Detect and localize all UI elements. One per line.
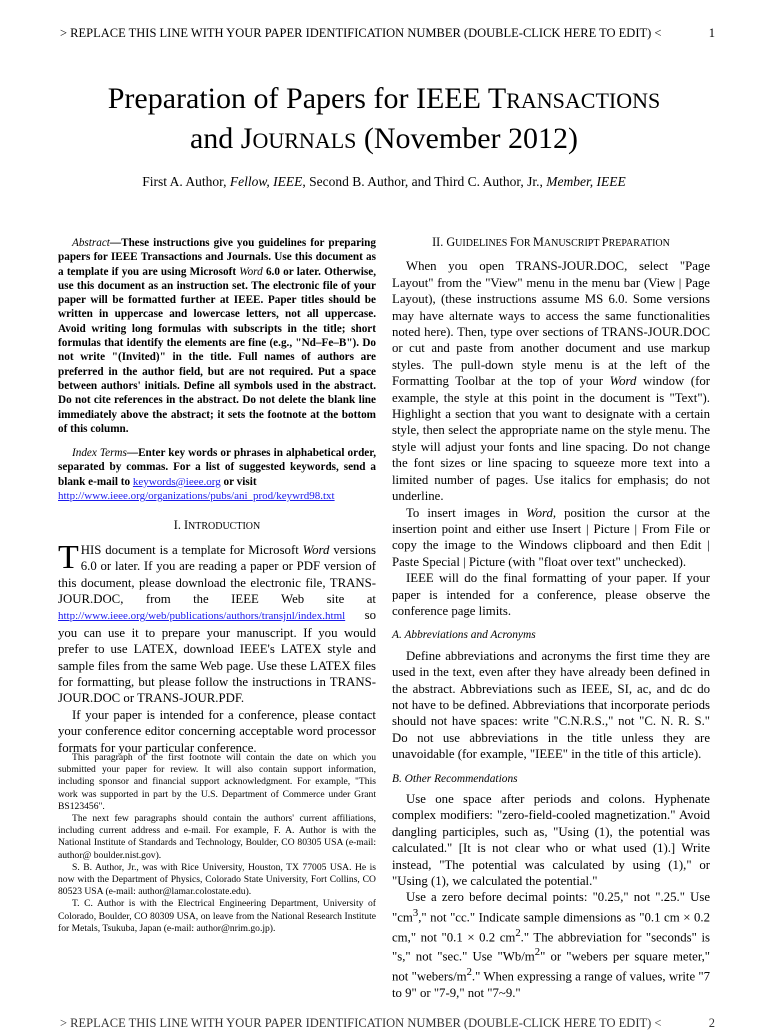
intro-paragraph-1 (58, 538, 376, 707)
g-r4: REPARATION (608, 238, 670, 249)
right-column (392, 234, 710, 1001)
author-3-grade: Member, IEEE (546, 174, 626, 189)
title-line2-c: (November 2012) (356, 122, 578, 155)
g-f1: G (446, 235, 456, 249)
intro-p1-c: so you can use it to prepare your manuscript. If you would prefer to use LATEX, download IEEE's LATEX style and sample files from the same Web page. Use these LATEX files for formatting, but please follow the instructions in TRANS-JOUR.DOC or TRANS-JOUR.PDF. (58, 608, 376, 706)
g-r1: UIDELINES (455, 238, 510, 249)
footnote-3: S. B. Author, Jr., was with Rice University, Houston, TX 77005 USA. He is now with the Department of Physics, Colorado State University, Fort Collins, CO 80523 USA (e-mail: author@lamar.colostate.edu). (58, 861, 376, 898)
drop-cap: T (58, 538, 79, 576)
other-p2-b: ," not "cc." Indicate sample dimensions as "0.1 cm × 0.2 cm," not "0.1 × 0.2 cm (392, 910, 710, 944)
running-header (60, 26, 715, 41)
guidelines-paragraph-1 (392, 258, 710, 504)
section-heading-guidelines (392, 234, 710, 252)
title-line1-a: Preparation of Papers for IEEE T (107, 82, 507, 115)
author-1: First A. Author, (142, 174, 230, 189)
author-1-grade: Fellow, IEEE (229, 174, 303, 189)
subsection-heading-other: B. Other Recommendations (392, 772, 518, 785)
author-2-3: , Second B. Author, and Third C. Author, Jr., (302, 174, 547, 189)
guidelines-num: II. (432, 235, 447, 249)
title-line2-b: OURNALS (252, 128, 357, 153)
index-terms (58, 446, 376, 503)
left-column (58, 236, 376, 756)
footnote-4: T. C. Author is with the Electrical Engineering Department, University of Colorado, Boulder, CO 80309 USA, on leave from the National Research Institute for Metals, Tsukuba, Japan (e-mail: author@nrim.go.jp). (58, 898, 376, 934)
title-line2-a: and J (189, 122, 253, 155)
footnote-1: This paragraph of the first footnote will contain the date on which you submitted your paper for review. It will also contain support information, including sponsor and financial support acknowledgment. For example, "This work was supported in part by the U.S. Department of Commerce under Grant BS123456". (58, 752, 376, 812)
other-paragraph-1: Use one space after periods and colons. Hyphenate complex modifiers: "zero-field-cooled magnetization." Avoid dangling participles, such as, "Using (1), the potential was calculated." [It is not clear who or what used (1).] Write instead, "The potential was calculated by using (1)," or "Using (1), we calculated the potential." (392, 792, 710, 889)
intro-p1-a: HIS document is a template for Microsoft (80, 542, 303, 557)
guidelines-p1-word: Word (609, 374, 637, 389)
g-f3: M (533, 235, 544, 249)
sup-2b: 2 (534, 947, 541, 959)
next-page-number: 2 (708, 1016, 715, 1030)
guidelines-paragraph-2 (392, 505, 710, 571)
footnote-2: The next few paragraphs should contain the authors' current affiliations, including current address and e-mail. For example, F. A. Author is with the National Institute of Standards and Technology, Boulder, CO 80305 USA (e-mail: author@ boulder.nist.gov). (58, 813, 376, 861)
paper-title (40, 80, 728, 160)
g-f2: F (509, 235, 517, 249)
sup-3: 3 (412, 907, 419, 919)
guidelines-paragraph-3: IEEE will do the final formatting of your paper. If your paper is intended for a conference, please observe the conference page limits. (392, 571, 710, 618)
other-p2-c: ." The abbreviation for "seconds" is "s," not "sec." Use "Wb/m (392, 929, 710, 964)
ieee-template-link[interactable]: http://www.ieee.org/web/publications/authors/transjnl/index.html (58, 610, 346, 623)
guidelines-p1-a: When you open TRANS-JOUR.DOC, select "Page Layout" from the "View" menu in the menu bar (View | Page Layout), (these instructions assume MS 6.0. Some versions may have alternate ways to access the same functionalities noted here). Then, type over sections of TRANS-JOUR.DOC or cut and paste from another document and use markup styles. The pull-down style menu is at the left of the Formatting Toolbar at the top of your (392, 259, 710, 389)
g-f4: P (601, 235, 609, 249)
abstract (58, 236, 376, 436)
abstract-text-b: 6.0 or later. Otherwise, use this document as an instruction set. The electronic file of your paper will be formatted further at IEEE. Paper titles should be written in uppercase and lowercase letters, not all uppercase. Avoid writing long formulas with subscripts in the title; short formulas that identify the elements are fine (e.g., "Nd–Fe–B"). Do not write "(Invited)" in the title. Full names of authors are preferred in the author field, but are not required. Put a space between authors' initials. Define all symbols used in the abstract. Do not cite references in the abstract. Do not delete the blank line immediately above the abstract; it sets the footnote at the bottom of this column. (58, 265, 376, 435)
guidelines-p2-word: Word, (526, 505, 557, 520)
sup-2: 2 (515, 927, 521, 939)
running-header-text: > REPLACE THIS LINE WITH YOUR PAPER IDENTIFICATION NUMBER (DOUBLE-CLICK HERE TO EDIT) < (60, 26, 662, 40)
keywords-url-link[interactable]: http://www.ieee.org/organizations/pubs/ani_prod/keywrd98.txt (58, 490, 335, 503)
keywords-email-link[interactable]: keywords@ieee.org (132, 475, 221, 488)
intro-heading-rest: NTRODUCTION (188, 521, 261, 533)
page-number: 1 (708, 26, 715, 40)
guidelines-p2-a: To insert images in (406, 505, 527, 520)
g-r3: ANUSCRIPT (543, 238, 602, 249)
intro-heading-num: I. (173, 518, 184, 533)
author-list (40, 174, 728, 190)
guidelines-p1-b: window (for example, the style at this point in the document is "Text"). Highlight a section that you want to designate with a certain style, then select the appropriate name on the style menu. The style will adjust your fonts and line spacing. Do not change the font sizes or line spacing to squeeze more text into a limited number of pages. Use italics for emphasis; do not underline. (392, 374, 710, 504)
other-p2-e: ." When expressing a range of values, write "7 to 9" or "7-9," not "7~9." (392, 969, 711, 1000)
footnotes (58, 752, 376, 935)
index-terms-text: —Enter key words or phrases in alphabetical order, separated by commas. For a list of suggested keywords, send a blank e-mail to (58, 447, 376, 488)
intro-p1-b: versions 6.0 or later. If you are reading a paper or PDF version of this document, please download the electronic file, TRANS-JOUR.DOC, from the IEEE Web site at (58, 542, 376, 606)
other-paragraph-2 (392, 889, 710, 1001)
abbreviations-paragraph: Define abbreviations and acronyms the first time they are used in the text, even after they have already been defined in the abstract. Abbreviations such as IEEE, SI, ac, and dc do not have to be defined. Abbreviations that incorporate periods should not have spaces: write "C.N.R.S.," not "C. N. R. S." Do not use abbreviations in the title unless they are unavoidable (for example, "IEEE" in the title of this article). (392, 648, 710, 762)
subsection-heading-abbreviations: A. Abbreviations and Acronyms (392, 629, 536, 642)
intro-p1-word: Word (302, 542, 330, 557)
index-terms-or-visit: or visit (220, 475, 257, 488)
other-p2-a: Use a zero before decimal points: "0.25," not ".25." Use "cm (392, 890, 710, 925)
index-terms-label: Index Terms (72, 447, 127, 460)
intro-paragraph-2: If your paper is intended for a conference, please contact your conference editor concerning acceptable word processor formats for your particular conference. (58, 707, 376, 755)
intro-heading-first: I (183, 518, 188, 533)
sup-2c: 2 (466, 966, 472, 978)
g-r2: OR (516, 238, 534, 249)
guidelines-p2-b: position the cursor at the insertion point and either use Insert | Picture | From File or copy the image to the Windows clipboard and then Edit | Paste Special | Picture (with "float over text" unchecked). (392, 505, 710, 569)
abstract-text-a: —These instructions give you guidelines for preparing papers for IEEE Transactions and Journals. Use this document as a template if you are using Microsoft (58, 237, 376, 278)
abstract-word: Word (239, 265, 263, 278)
other-p2-d: " or "webers per square meter," not "webers/m (392, 949, 711, 984)
next-page-header-text: > REPLACE THIS LINE WITH YOUR PAPER IDENTIFICATION NUMBER (DOUBLE-CLICK HERE TO EDIT) < (60, 1016, 662, 1030)
abstract-label: Abstract (72, 237, 110, 249)
title-line1-b: RANSACTIONS (506, 88, 661, 113)
section-heading-introduction (58, 517, 376, 535)
